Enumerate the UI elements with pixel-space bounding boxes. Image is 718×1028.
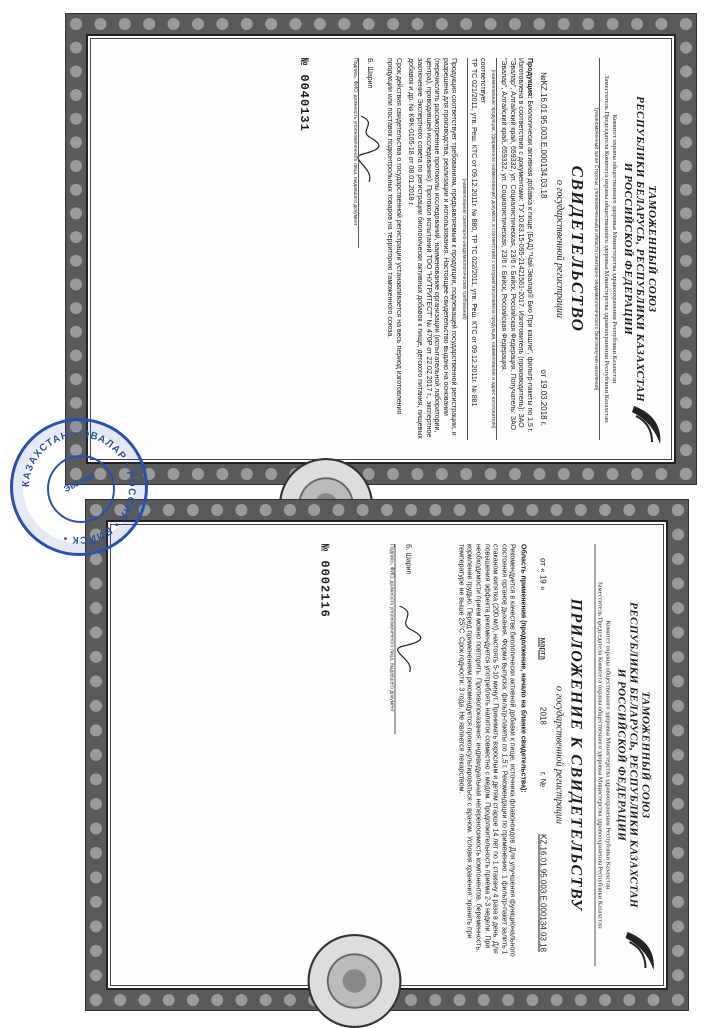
annex-scope-label: Область применения (продолжение, начало на бланке свидетельства): — [519, 544, 527, 793]
annex-union-countries-1: РЕСПУБЛИКИ БЕЛАРУСЬ, РЕСПУБЛИКИ КАЗАХСТАН — [627, 602, 640, 908]
union-countries-1: РЕСПУБЛИКИ БЕЛАРУСЬ, РЕСПУБЛИКИ КАЗАХСТАН — [634, 96, 646, 402]
annex-union-countries-2: И РОССИЙСКОЙ ФЕДЕРАЦИИ — [615, 668, 628, 842]
annex-date-month: марта — [538, 637, 548, 660]
stamp-ring-text: КАЗАХСТАН • ЭВАЛАР • РОССИЯ • БИЙСК • — [20, 428, 138, 546]
annex-signatory-role: Заместитель Председателя Комитета охраны общественного здоровья Министерства здравоохранения Республики Казахстан — [595, 544, 604, 966]
signature-block — [277, 58, 381, 440]
authority-note: (уполномоченный орган Стороны, уполномоченный в области санитарно-эпидемиологического благополучия населения) — [593, 58, 600, 440]
certificate-sheet — [66, 14, 696, 484]
annex-signature-icon — [394, 604, 424, 674]
annex-official-seal-icon — [308, 934, 402, 1028]
stamp-center-text: Эвалар — [62, 469, 96, 495]
annex-registration-number: KZ.16.01.95.003.E.000134.03.18 — [538, 834, 548, 952]
conformity-label: соответствует — [478, 58, 486, 104]
annex-subtitle: о государственной регистрации — [553, 685, 565, 825]
annex-signer-note: Подпись, ФИО, должность уполномоченного лица, выдавшего документ — [389, 544, 396, 734]
annex-date-prefix: от « 19 » — [538, 558, 548, 591]
serial-number: № 0040131 — [296, 58, 311, 132]
annex-date-year: 2018 — [538, 707, 548, 725]
registration-number: №KZ.16.01.95.003.E.000134.03.18 — [539, 72, 548, 199]
annex-content — [115, 530, 660, 980]
registration-line — [539, 72, 548, 426]
union-title: ТАМОЖЕННЫЙ СОЮЗ — [646, 185, 658, 313]
annex-serial-number: № 0002116 — [317, 544, 332, 618]
annex-registration-line — [539, 558, 548, 952]
customs-union-emblem-icon — [626, 400, 666, 448]
certificate-content — [96, 44, 666, 454]
conformity-text: ТР ТС 021/2011, утв. Реш. КТС от 09.12.2011г. № 880, ТР ТС 022/2011, утв. Реш. КТС от 09.12.2011г. № 881 — [470, 58, 478, 407]
conformity-note: (наименование санитарно-эпидемиологических требований) — [461, 58, 468, 440]
annex-title: ПРИЛОЖЕНИЕ К СВИДЕТЕЛЬСТВУ — [567, 598, 585, 912]
validity-text: Срок действия свидетельства о государственной регистрации устанавливается на весь период изготовления продукции или поставок подконтрольных товаров на территорию таможенного союза. — [386, 58, 402, 415]
annex-signer-name: Б. Шарип — [404, 544, 412, 575]
annex-union-title: ТАМОЖЕННЫЙ СОЮЗ — [639, 691, 652, 819]
signer-note: Подпись, ФИО, должность уполномоченного лица, выдавшего документ — [352, 58, 359, 248]
signatory-role: Заместитель Председателя Комитета охраны общественного здоровья Министерства здравоохранения Республики Казахстан — [603, 75, 610, 423]
registration-date: от 19.03.2018 г. — [539, 369, 548, 426]
annex-scope-text: Рекомендуется в качестве биологически активной добавки к пище, источника флавоноидов. Для улучшения функционального состояния органов дыхания. Форма выпуска: фильтр-пакеты по 1,5 г. Рекомендации по применению: 1 фильтр-пакет залить 1 стаканом кипятка (200 мл), настоять 5-10 минут. Принимать взрослым и детям старше 14 лет по 1 стакану 4 раза в день. Для повышения эффекта рекомендуется употреблять напиток совместно с медом. Продолжительность приема 2-3 недели. При необходимости прием можно повторить. Противопоказания: индивидуальная непереносимость компонентов, беременность, кормление грудью. Перед применением рекомендуется проконсультироваться с врачом. Условия хранения: хранить при температуре не выше 25°С. Срок годности: 3 года. Не является лекарством. — [457, 544, 516, 957]
product-text: Биологически активная добавка к пище (БАД) "Чай Эвалар® Био При кашле", фильтр-пакеты по 1,5 г. Изготовлена в соответствии с документами: ТУ 10.83.15-095-21421561-2017. Изготовитель (производитель): ЗАО "Эвалар", Алтайский край, 659332, ул. Социалистическая, 23/6 г. Бийск, Российская Федерация. Получатель: ЗАО "Эвалар", Алтайский край, 659332, ул. Социалистическая, 23/6 г. Бийск, Российская Федерация. — [500, 58, 533, 433]
annex-authority-name: Комитет охраны общественного здоровья Министерства здравоохранения Республики Казахстан — [604, 620, 612, 890]
annex-sheet — [86, 500, 688, 1010]
document-title: СВИДЕТЕЛЬСТВО — [568, 165, 587, 333]
company-stamp-icon — [10, 418, 148, 556]
annex-number-label: г. № — [538, 771, 548, 787]
signer-name: Б. Шарип — [365, 58, 373, 89]
product-section — [499, 58, 533, 440]
product-note: (наименование продукции, (фирменное наименование) документ, в соответствии с которым изготовлена продукция, наименование и адрес изготовителя) — [490, 58, 497, 440]
scope-text: Продукция соответствует требованиям, предъявляемым к продукции, подлежащей государственной регистрации, и разрешена для производства, реализации и использования. Настоящее свидетельство выдано на основании (перечислить рассмотренные протоколы исследований, наименование организации (испытательной лаборатории, центра), проводившей исследования): Протокол испытаний ТОО "НУТРИТЕСТ" № 470Р от 22.02.2017 г., экспертное заключение Экспертного совета по регистрации биологически активных добавок к пище, детского питания, пищевых добавок и др. № КФК-0165-18 от 08.01.2018 г. — [407, 58, 458, 439]
annex-signature-block — [292, 544, 442, 966]
union-countries-2: И РОССИЙСКОЙ ФЕДЕРАЦИИ — [622, 162, 634, 336]
authority-name: Комитет охраны общественного здоровья Министерства здравоохранения Республики Казахстан — [611, 114, 618, 384]
customs-union-emblem-icon-annex — [620, 926, 660, 974]
product-label: Продукция: — [526, 58, 533, 99]
document-subtitle: о государственной регистрации — [554, 179, 565, 319]
